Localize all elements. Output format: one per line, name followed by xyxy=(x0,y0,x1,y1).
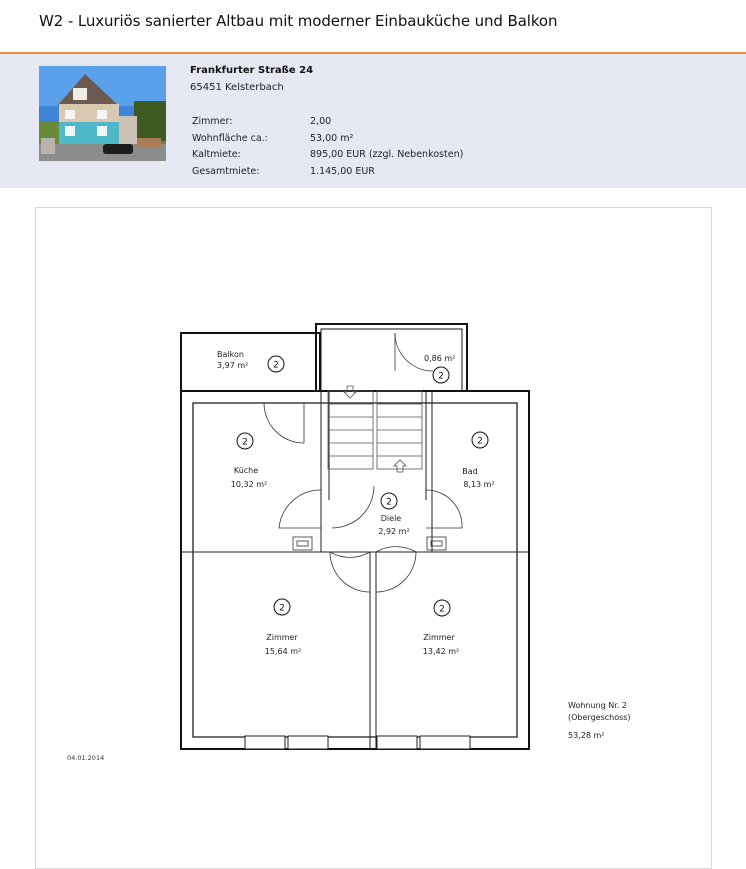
fact-value: 2,00 xyxy=(310,115,332,127)
room-name: Diele xyxy=(380,514,402,523)
room-name: Balkon xyxy=(217,350,244,359)
room-name: Zimmer xyxy=(266,633,298,642)
room-area: 8,13 m² xyxy=(463,480,495,489)
room-marker: 2 xyxy=(273,360,279,371)
fact-label: Kaltmiete: xyxy=(192,149,241,161)
unit-total-area: 53,28 m² xyxy=(568,731,605,740)
address-street: Frankfurter Straße 24 xyxy=(190,65,314,76)
unit-description xyxy=(568,700,631,724)
room-area: 13,42 m² xyxy=(422,647,460,656)
room-area: 3,97 m² xyxy=(217,361,249,370)
room-marker: 2 xyxy=(438,371,444,382)
listing-title: W2 - Luxuriös sanierter Altbau mit moderner Einbauküche und Balkon xyxy=(39,12,558,30)
room-name: Küche xyxy=(233,466,259,475)
room-area: 15,64 m² xyxy=(264,647,302,656)
fact-label: Gesamtmiete: xyxy=(192,165,260,177)
fact-value: 1.145,00 EUR xyxy=(310,165,375,177)
fact-label: Zimmer: xyxy=(192,115,233,127)
fact-label: Wohnfläche ca.: xyxy=(192,132,268,144)
room-name: Zimmer xyxy=(423,633,455,642)
fact-value: 53,00 m² xyxy=(310,132,354,144)
room-marker: 2 xyxy=(386,497,392,508)
unit-number: Wohnung Nr. 2 xyxy=(568,701,627,710)
room-marker: 2 xyxy=(439,604,445,615)
room-name: Bad xyxy=(462,467,478,476)
room-marker: 2 xyxy=(477,436,483,447)
unit-floor: (Obergeschoss) xyxy=(568,713,631,722)
room-area: 0,86 m² xyxy=(424,354,456,363)
plan-date: 04.01.2014 xyxy=(67,754,105,762)
room-marker: 2 xyxy=(279,603,285,614)
room-area: 10,32 m² xyxy=(230,480,268,489)
room-area: 2,92 m² xyxy=(378,527,410,536)
address-city: 65451 Kelsterbach xyxy=(190,82,284,93)
fact-value: 895,00 EUR (zzgl. Nebenkosten) xyxy=(310,149,464,161)
room-marker: 2 xyxy=(242,437,248,448)
